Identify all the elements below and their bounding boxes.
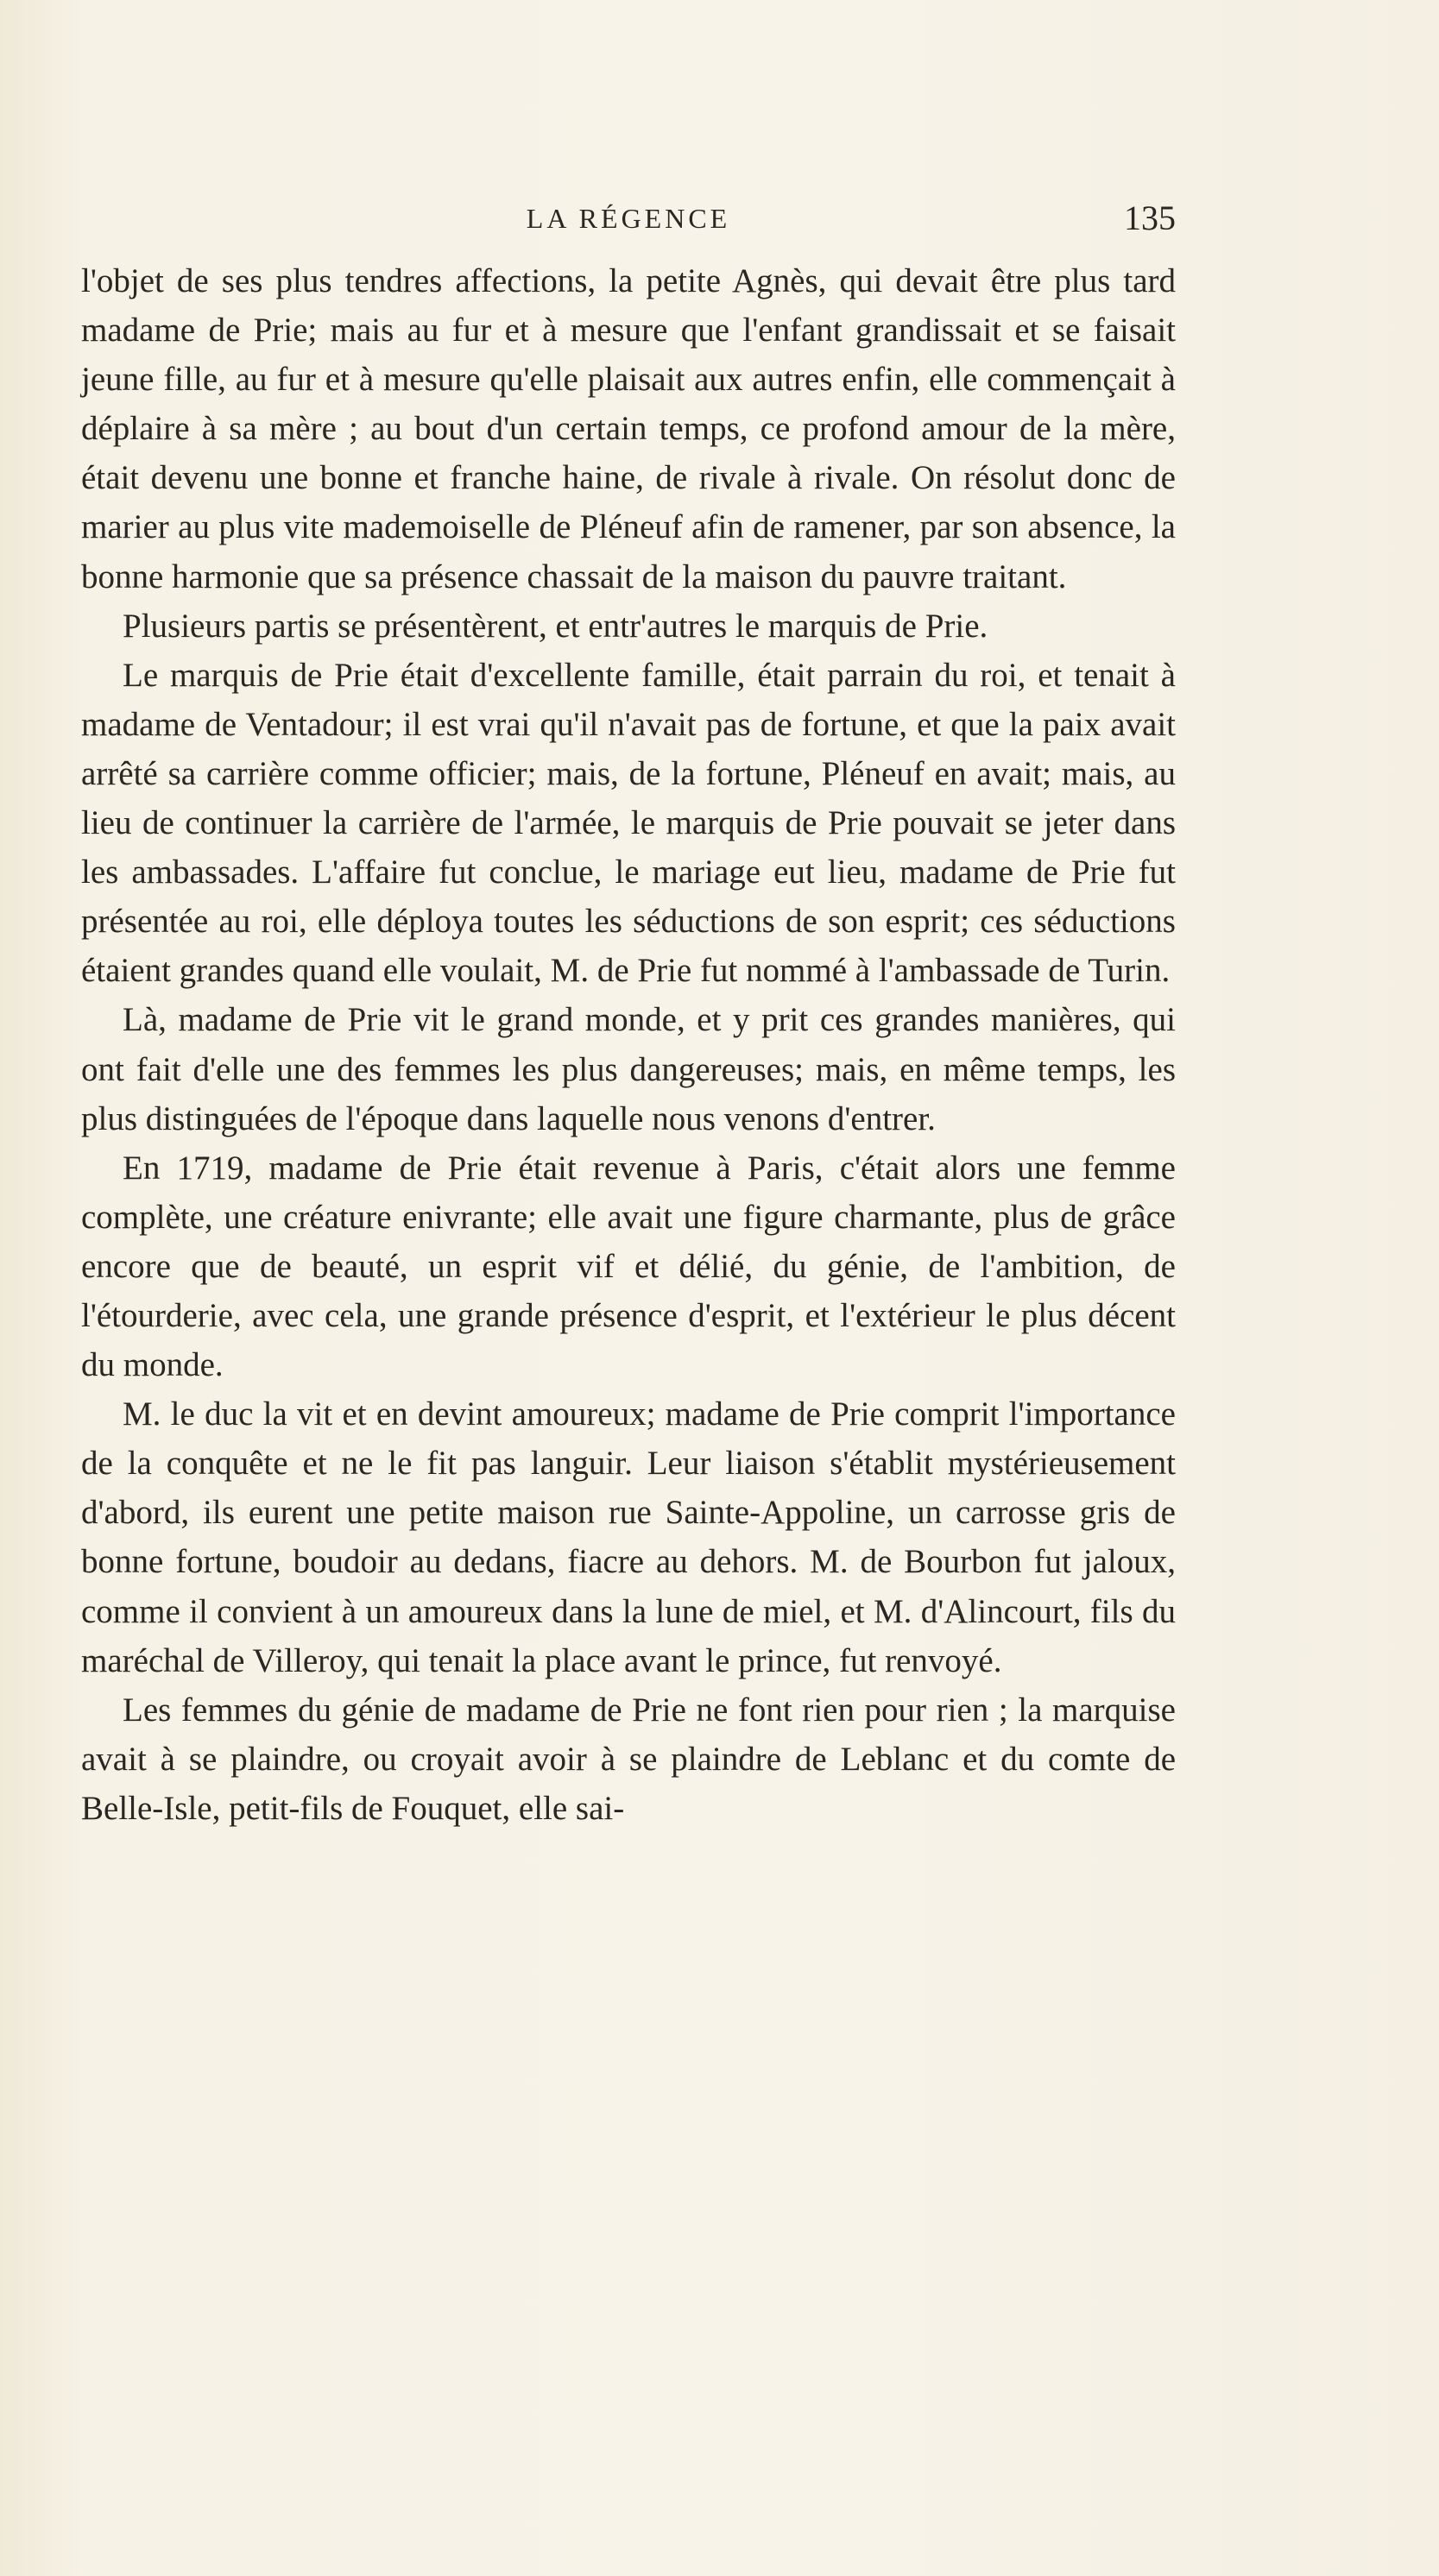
paragraph: Les femmes du génie de madame de Prie ne font rien pour rien ; la marquise avait à se plaindre, ou croyait avoir à se plaindre de Leblanc et du comte de Belle-Isle, petit-fils de Fouquet, elle sai- (81, 1691, 1176, 1827)
page-number: 135 (1124, 198, 1176, 237)
paragraph: Plusieurs partis se présentèrent, et entr'autres le marquis de Prie. (123, 607, 988, 645)
body-text (81, 256, 1176, 1833)
paragraph: Le marquis de Prie était d'excellente famille, était parrain du roi, et tenait à madame de Ventadour; il est vrai qu'il n'avait pas de fortune, et que la paix avait arrêté sa carrière comme officier; mais, de la fortune, Pléneuf en avait; mais, au lieu de continuer la carrière de l'armée, le marquis de Prie pouvait se jeter dans les ambassades. L'affaire fut conclue, le mariage eut lieu, madame de Prie fut présentée au roi, elle déploya toutes les séductions de son esprit; ces séductions étaient grandes quand elle voulait, M. de Prie fut nommé à l'ambassade de Turin. (81, 656, 1176, 990)
running-title: LA RÉGENCE (526, 203, 731, 234)
running-head (81, 197, 1176, 240)
paragraph: l'objet de ses plus tendres affections, la petite Agnès, qui devait être plus tard madame de Prie; mais au fur et à mesure que l'enfant grandissait et se faisait jeune fille, au fur et à mesure qu'elle plaisait aux autres enfin, elle commençait à déplaire à sa mère ; au bout d'un certain temps, ce profond amour de la mère, était devenu une bonne et franche haine, de rivale à rivale. On résolut donc de marier au plus vite mademoiselle de Pléneuf afin de ramener, par son absence, la bonne harmonie que sa présence chassait de la maison du pauvre traitant. (81, 262, 1176, 595)
paragraph: En 1719, madame de Prie était revenue à Paris, c'était alors une femme complète, une créature enivrante; elle avait une figure charmante, plus de grâce encore que de beauté, un esprit vif et délié, du génie, de l'ambition, de l'étourderie, avec cela, une grande présence d'esprit, et l'extérieur le plus décent du monde. (81, 1149, 1176, 1384)
paragraph: M. le duc la vit et en devint amoureux; madame de Prie comprit l'importance de la conquête et ne le fit pas languir. Leur liaison s'établit mystérieusement d'abord, ils eurent une petite maison rue Sainte-Appoline, un carrosse gris de bonne fortune, boudoir au dedans, fiacre au dehors. M. de Bourbon fut jaloux, comme il convient à un amoureux dans la lune de miel, et M. d'Alincourt, fils du maréchal de Villeroy, qui tenait la place avant le prince, fut renvoyé. (81, 1395, 1176, 1679)
paragraph: Là, madame de Prie vit le grand monde, et y prit ces grandes manières, qui ont fait d'elle une des femmes les plus dangereuses; mais, en même temps, les plus distinguées de l'époque dans laquelle nous venons d'entrer. (81, 1001, 1176, 1137)
